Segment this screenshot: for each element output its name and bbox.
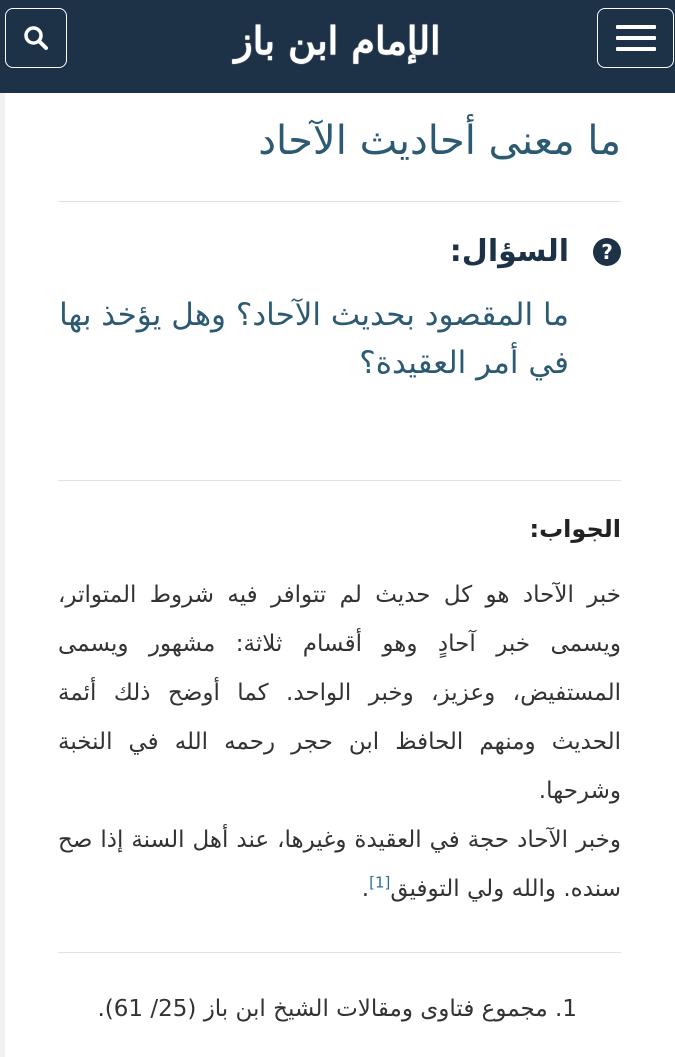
question-circle-icon: ?: [593, 238, 621, 266]
answer-paragraph-2-text: وخبر الآحاد حجة في العقيدة وغيرها، عند أهل السنة إذا صح سنده. والله ولي التوفيق: [58, 827, 621, 902]
footnote-ref-link[interactable]: [1]: [369, 873, 391, 892]
site-header: [0, 0, 675, 93]
answer-body: [58, 571, 621, 914]
hamburger-menu-icon: [616, 25, 656, 51]
question-heading: [58, 227, 621, 277]
question-divider: [58, 480, 621, 481]
site-logo[interactable]: [200, 0, 475, 80]
search-button[interactable]: [5, 8, 67, 68]
search-icon: [23, 25, 49, 51]
question-label: السؤال:: [449, 234, 569, 269]
title-divider: [58, 201, 621, 202]
footnote-text: مجموع فتاوى ومقالات الشيخ ابن باز (25/ 61).: [97, 996, 548, 1022]
question-text: ما المقصود بحديث الآحاد؟ وهل يؤخذ بها في أمر العقيدة؟: [59, 297, 569, 381]
article-card: [5, 93, 675, 1057]
answer-label: الجواب:: [529, 515, 621, 543]
menu-button[interactable]: [597, 8, 674, 68]
answer-paragraph-2: [58, 816, 621, 914]
page-title: ما معنى أحاديث الآحاد: [258, 118, 621, 164]
logo-text: الإمام ابن باز: [234, 17, 441, 63]
footnote-number: 1.: [555, 996, 577, 1022]
footnote-divider: [58, 952, 621, 953]
footnote-item: [58, 989, 621, 1029]
answer-paragraph-2-end: .: [361, 876, 370, 902]
answer-paragraph-1: خبر الآحاد هو كل حديث لم تتوافر فيه شروط المتواتر، ويسمى خبر آحادٍ وهو أقسام ثلاثة: مشهور ويسمى المستفيض، وعزيز، وخبر الواحد. كما أوضح ذلك أئمة الحديث ومنهم الحافظ ابن حجر رحمه الله في النخبة وشرحها.: [58, 582, 621, 804]
